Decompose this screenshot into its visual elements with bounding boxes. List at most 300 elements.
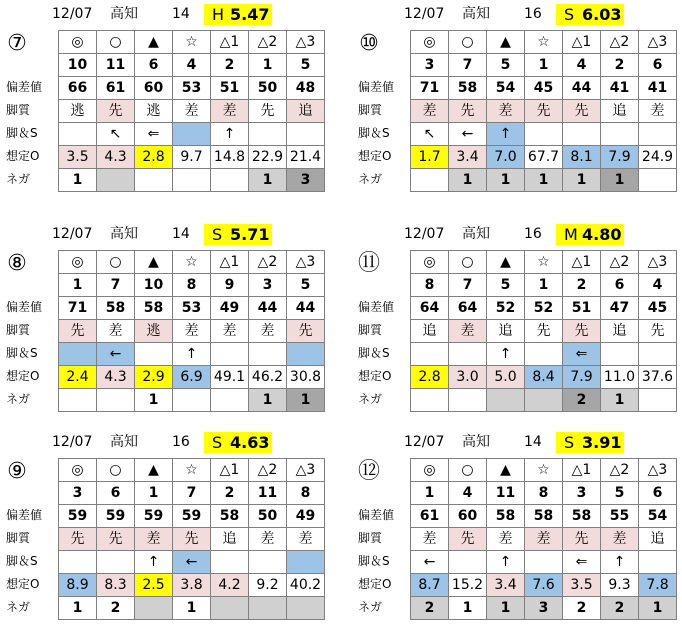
mark-cell: △2 [249,251,287,274]
odds-cell: 2.5 [135,574,173,597]
horse-number-cell: 5 [487,274,525,297]
table-row [411,505,677,528]
table-row [59,146,325,169]
running-style-cell: 追 [411,320,449,343]
horse-number-cell: 7 [449,274,487,297]
movement-cell [525,123,563,146]
mark-cell: ☆ [525,251,563,274]
odds-cell: 30.8 [287,366,325,389]
running-style-cell: 差 [639,100,677,123]
deviation-cell: 49 [287,505,325,528]
race-header [352,430,682,454]
table-row [59,251,325,274]
running-style-cell: 先 [525,320,563,343]
odds-cell: 37.6 [639,366,677,389]
pace-value: 5.71 [230,225,270,244]
movement-cell [601,343,639,366]
race-number: ⑫ [357,459,380,484]
table-row [411,343,677,366]
nega-cell [211,597,249,620]
movement-cell: ← [411,551,449,574]
movement-cell [601,123,639,146]
horse-number-cell: 4 [449,482,487,505]
race-venue: 高知 [462,434,490,450]
deviation-cell: 58 [449,77,487,100]
table-row [411,77,677,100]
horse-number-cell: 1 [135,482,173,505]
horse-number-cell: 11 [487,482,525,505]
deviation-cell: 52 [487,297,525,320]
horse-number-cell: 6 [601,274,639,297]
table-row [411,54,677,77]
mark-cell: ○ [97,31,135,54]
running-style-cell: 差 [249,528,287,551]
mark-cell: ○ [97,459,135,482]
nega-cell: 2 [563,597,601,620]
deviation-cell: 44 [563,77,601,100]
mark-cell: △3 [287,251,325,274]
race-date: 12/07 [52,226,93,242]
odds-cell: 9.3 [601,574,639,597]
field-size: 16 [172,434,190,450]
odds-cell: 15.2 [449,574,487,597]
odds-cell: 7.0 [487,146,525,169]
mark-cell: ▲ [135,251,173,274]
odds-cell: 2.8 [135,146,173,169]
row-label-style: 脚質 [6,531,31,545]
deviation-cell: 64 [411,297,449,320]
table-row [59,31,325,54]
horse-number-cell: 10 [59,54,97,77]
horse-number-cell: 2 [211,54,249,77]
deviation-cell: 71 [59,297,97,320]
table-row [411,251,677,274]
movement-cell: ← [173,551,211,574]
running-style-cell: 追 [601,320,639,343]
nega-cell: 1 [135,389,173,412]
movement-cell [211,551,249,574]
odds-cell: 8.3 [97,574,135,597]
odds-cell: 1.7 [411,146,449,169]
running-style-cell: 逃 [135,100,173,123]
movement-cell [411,343,449,366]
horse-number-cell: 2 [601,54,639,77]
odds-cell: 7.9 [563,366,601,389]
deviation-cell: 55 [601,505,639,528]
mark-cell: ☆ [173,251,211,274]
pace-badge [204,224,272,245]
nega-cell [639,169,677,192]
race-number: ⑧ [7,251,27,276]
deviation-cell: 58 [211,505,249,528]
mark-cell: △3 [639,31,677,54]
mark-cell: ○ [449,251,487,274]
table-row [59,123,325,146]
table-row [59,597,325,620]
mark-cell: △2 [601,251,639,274]
pace-value: 4.80 [582,225,622,244]
mark-cell: ☆ [525,31,563,54]
prediction-table [58,458,325,620]
deviation-cell: 59 [59,505,97,528]
row-label-style: 脚質 [358,531,383,545]
pace-type: M [564,225,578,244]
movement-cell [639,551,677,574]
deviation-cell: 61 [97,77,135,100]
race-number: ⑩ [359,31,379,56]
odds-cell: 2.9 [135,366,173,389]
movement-cell [449,343,487,366]
horse-number-cell: 4 [563,54,601,77]
horse-number-cell: 3 [411,54,449,77]
nega-cell: 1 [287,389,325,412]
running-style-cell: 差 [135,528,173,551]
deviation-cell: 41 [601,77,639,100]
table-row [59,574,325,597]
running-style-cell: 先 [287,320,325,343]
pace-type: S [564,5,575,24]
movement-cell [249,343,287,366]
race-block [352,430,682,636]
pace-value: 5.47 [230,5,270,24]
horse-number-cell: 1 [525,54,563,77]
table-row [59,343,325,366]
deviation-cell: 51 [563,297,601,320]
row-label-move: 脚＆S [6,554,38,568]
movement-cell: ↑ [173,343,211,366]
mark-cell: ☆ [173,459,211,482]
row-label-move: 脚＆S [6,126,38,140]
odds-cell: 3.5 [59,146,97,169]
mark-cell: △1 [211,459,249,482]
pace-value: 3.91 [582,433,622,452]
horse-number-cell: 4 [639,274,677,297]
deviation-cell: 48 [287,77,325,100]
nega-cell: 1 [59,169,97,192]
horse-number-cell: 6 [639,54,677,77]
race-venue: 高知 [110,226,138,242]
race-block [0,2,330,208]
table-row [59,77,325,100]
deviation-cell: 50 [249,505,287,528]
movement-cell [135,343,173,366]
deviation-cell: 54 [639,505,677,528]
race-date: 12/07 [404,434,445,450]
movement-cell: ↑ [211,123,249,146]
running-style-cell: 逃 [59,100,97,123]
nega-cell [249,597,287,620]
pace-type: H [212,5,225,24]
row-label-nega: ネガ [358,600,383,614]
horse-number-cell: 6 [97,482,135,505]
race-date: 12/07 [52,434,93,450]
mark-cell: ◎ [411,31,449,54]
horse-number-cell: 3 [249,274,287,297]
race-block [352,222,682,428]
nega-cell [449,389,487,412]
movement-cell [287,343,325,366]
deviation-cell: 64 [449,297,487,320]
row-label-odds: 想定O [358,369,392,383]
running-style-cell: 追 [639,528,677,551]
movement-cell: ↑ [487,551,525,574]
table-row [59,551,325,574]
row-label-odds: 想定O [358,577,392,591]
movement-cell: ↑ [487,343,525,366]
nega-cell: 1 [601,389,639,412]
odds-cell: 24.9 [639,146,677,169]
movement-cell: ← [449,123,487,146]
race-block [352,2,682,208]
nega-cell [287,597,325,620]
odds-cell: 8.7 [411,574,449,597]
odds-cell: 14.8 [211,146,249,169]
deviation-cell: 50 [249,77,287,100]
odds-cell: 11.0 [601,366,639,389]
deviation-cell: 58 [97,297,135,320]
odds-cell: 2.4 [59,366,97,389]
race-header [0,430,330,454]
mark-cell: ○ [449,459,487,482]
odds-cell: 4.3 [97,146,135,169]
row-label-odds: 想定O [6,149,40,163]
deviation-cell: 45 [639,297,677,320]
horse-number-cell: 6 [639,482,677,505]
table-row [59,297,325,320]
table-row [411,169,677,192]
deviation-cell: 44 [287,297,325,320]
running-style-cell: 先 [97,528,135,551]
race-header [352,2,682,26]
race-venue: 高知 [462,226,490,242]
running-style-cell: 差 [449,320,487,343]
mark-cell: ◎ [411,459,449,482]
table-row [411,389,677,412]
table-row [59,459,325,482]
running-style-cell: 追 [601,100,639,123]
table-row [59,274,325,297]
nega-cell: 2 [601,597,639,620]
mark-cell: ◎ [59,459,97,482]
nega-cell: 1 [249,169,287,192]
running-style-cell: 先 [639,320,677,343]
running-style-cell: 先 [449,100,487,123]
row-label-move: 脚＆S [358,346,390,360]
odds-cell: 8.1 [563,146,601,169]
table-row [59,389,325,412]
deviation-cell: 58 [563,505,601,528]
table-row [411,366,677,389]
odds-cell: 3.4 [449,146,487,169]
deviation-cell: 59 [135,505,173,528]
nega-cell [525,389,563,412]
nega-cell: 1 [249,389,287,412]
odds-cell: 67.7 [525,146,563,169]
pace-badge [556,224,624,245]
prediction-table [58,250,325,412]
mark-cell: △1 [211,251,249,274]
race-venue: 高知 [462,6,490,22]
table-row [411,31,677,54]
table-row [59,528,325,551]
mark-cell: △3 [639,251,677,274]
horse-number-cell: 1 [249,54,287,77]
row-label-nega: ネガ [6,600,31,614]
odds-cell: 4.3 [97,366,135,389]
row-label-dev: 偏差値 [358,508,395,522]
running-style-cell: 先 [59,320,97,343]
movement-cell [211,343,249,366]
horse-number-cell: 5 [287,274,325,297]
running-style-cell: 先 [525,100,563,123]
table-row [411,528,677,551]
nega-cell [97,169,135,192]
running-style-cell: 差 [249,320,287,343]
deviation-cell: 52 [525,297,563,320]
movement-cell: ↑ [487,123,525,146]
table-row [411,482,677,505]
deviation-cell: 58 [135,297,173,320]
nega-cell: 2 [97,597,135,620]
table-row [411,297,677,320]
field-size: 16 [524,226,542,242]
horse-number-cell: 8 [287,482,325,505]
running-style-cell: 差 [287,528,325,551]
field-size: 14 [172,226,190,242]
race-number: ⑨ [7,459,27,484]
horse-number-cell: 8 [525,482,563,505]
mark-cell: △2 [249,31,287,54]
race-header [0,222,330,246]
nega-cell: 1 [563,169,601,192]
row-label-odds: 想定O [6,577,40,591]
movement-cell [449,551,487,574]
row-label-nega: ネガ [358,392,383,406]
table-row [59,320,325,343]
race-date: 12/07 [404,6,445,22]
mark-cell: △1 [563,31,601,54]
race-date: 12/07 [404,226,445,242]
prediction-table [410,458,677,620]
deviation-cell: 53 [173,297,211,320]
horse-number-cell: 11 [249,482,287,505]
running-style-cell: 差 [211,320,249,343]
deviation-cell: 51 [211,77,249,100]
movement-cell [97,551,135,574]
horse-number-cell: 5 [601,482,639,505]
mark-cell: △1 [563,251,601,274]
deviation-cell: 60 [449,505,487,528]
row-label-odds: 想定O [358,149,392,163]
nega-cell: 3 [525,597,563,620]
horse-number-cell: 7 [173,482,211,505]
movement-cell [249,123,287,146]
horse-number-cell: 11 [97,54,135,77]
mark-cell: ▲ [487,251,525,274]
row-label-style: 脚質 [6,323,31,337]
race-header [0,2,330,26]
running-style-cell: 差 [411,528,449,551]
deviation-cell: 71 [411,77,449,100]
horse-number-cell: 5 [487,54,525,77]
mark-cell: ○ [449,31,487,54]
odds-cell: 9.2 [249,574,287,597]
running-style-cell: 差 [487,528,525,551]
mark-cell: △2 [249,459,287,482]
row-label-dev: 偏差値 [6,508,43,522]
deviation-cell: 58 [525,505,563,528]
mark-cell: △2 [601,31,639,54]
odds-cell: 9.7 [173,146,211,169]
nega-cell: 1 [525,169,563,192]
running-style-cell: 差 [487,100,525,123]
prediction-table [58,30,325,192]
deviation-cell: 44 [249,297,287,320]
row-label-nega: ネガ [6,392,31,406]
table-row [59,505,325,528]
horse-number-cell: 3 [59,482,97,505]
race-number: ⑦ [7,31,27,56]
odds-cell: 4.2 [211,574,249,597]
horse-number-cell: 10 [135,274,173,297]
table-row [411,597,677,620]
deviation-cell: 49 [211,297,249,320]
deviation-cell: 53 [173,77,211,100]
nega-cell [411,169,449,192]
odds-cell: 7.8 [639,574,677,597]
pace-badge [204,4,272,25]
movement-cell: ⇐ [563,343,601,366]
nega-cell [211,389,249,412]
table-row [411,146,677,169]
deviation-cell: 60 [135,77,173,100]
pace-badge [204,432,272,453]
odds-cell: 2.8 [411,366,449,389]
odds-cell: 5.0 [487,366,525,389]
movement-cell: ↑ [601,551,639,574]
deviation-cell: 61 [411,505,449,528]
horse-number-cell: 8 [173,274,211,297]
running-style-cell: 差 [173,320,211,343]
odds-cell: 22.9 [249,146,287,169]
movement-cell [173,123,211,146]
horse-number-cell: 3 [563,482,601,505]
movement-cell [639,123,677,146]
table-row [59,100,325,123]
race-venue: 高知 [110,6,138,22]
horse-number-cell: 1 [411,482,449,505]
running-style-cell: 先 [563,528,601,551]
mark-cell: △1 [563,459,601,482]
table-row [59,54,325,77]
running-style-cell: 先 [59,528,97,551]
movement-cell [287,551,325,574]
pace-type: S [212,225,223,244]
nega-cell [173,389,211,412]
odds-cell: 3.8 [173,574,211,597]
odds-cell: 3.4 [487,574,525,597]
row-label-style: 脚質 [6,103,31,117]
row-label-dev: 偏差値 [6,80,43,94]
movement-cell [525,343,563,366]
horse-number-cell: 1 [525,274,563,297]
pace-value: 4.63 [230,433,270,452]
running-style-cell: 差 [173,100,211,123]
running-style-cell: 先 [449,528,487,551]
table-row [59,482,325,505]
horse-number-cell: 5 [287,54,325,77]
nega-cell [135,597,173,620]
